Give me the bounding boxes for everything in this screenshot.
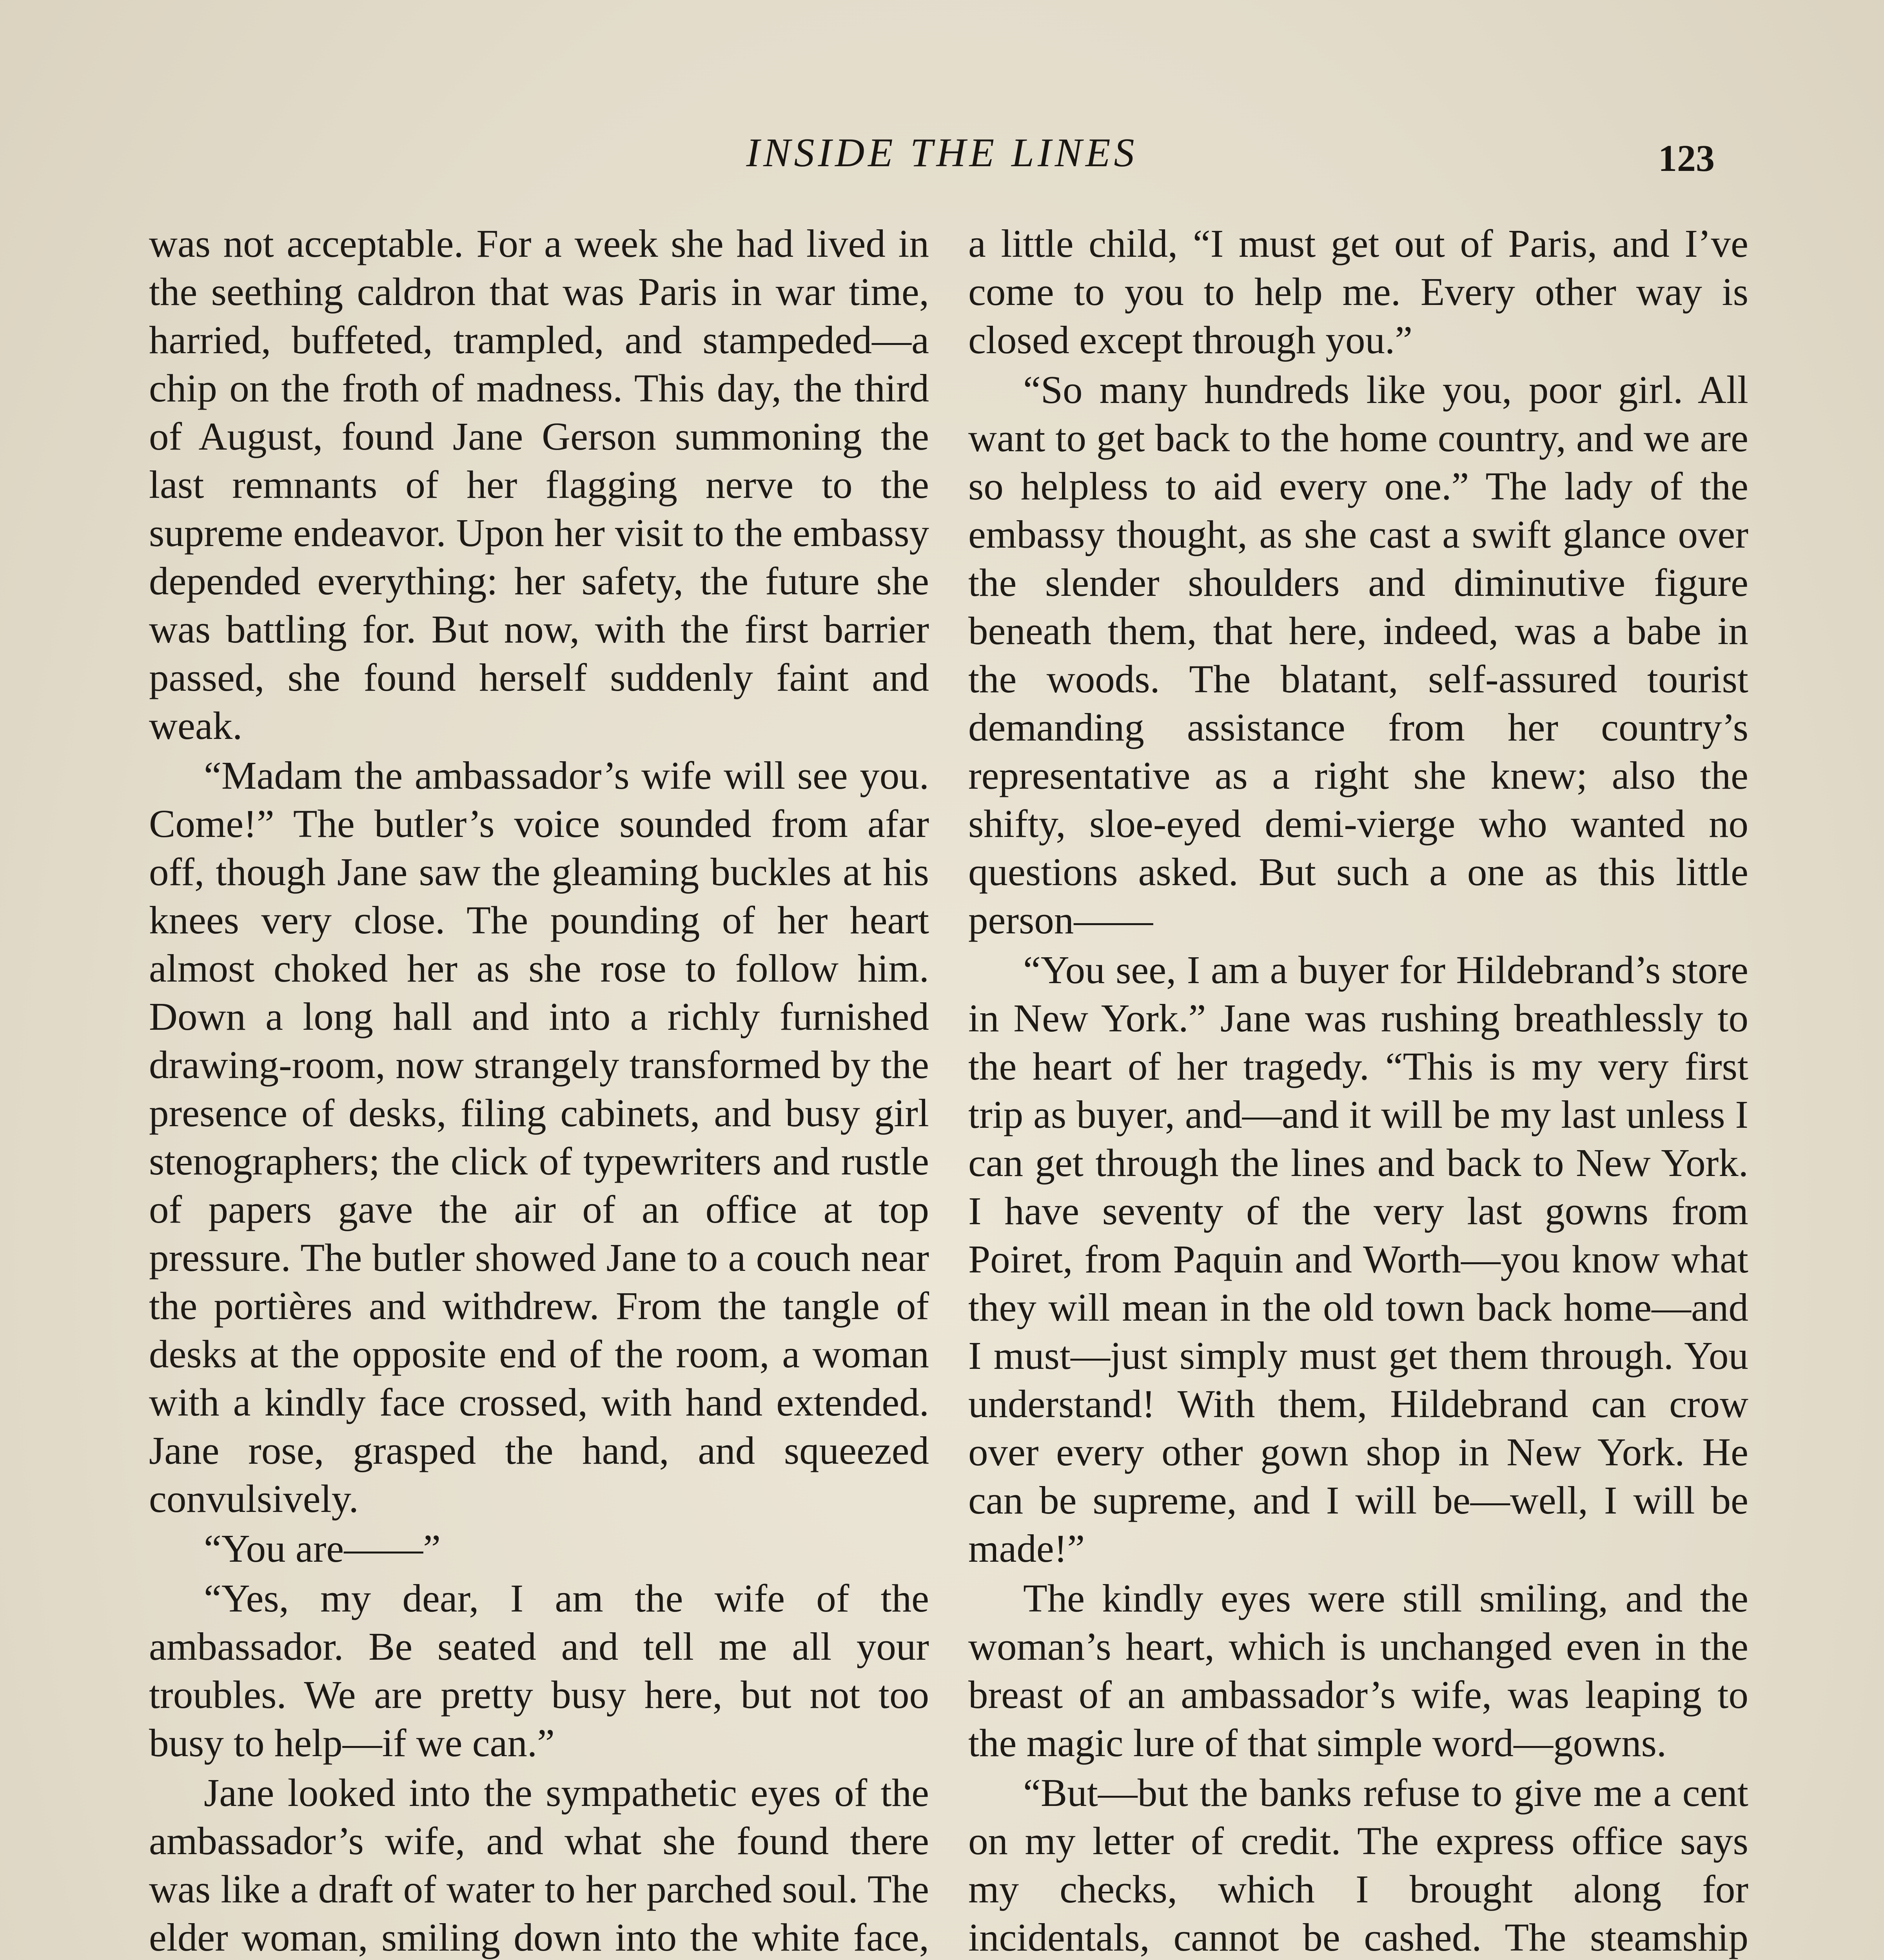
right-column — [968, 220, 1748, 1960]
paragraph: “Yes, my dear, I am the wife of the ambassador. Be seated and tell me all your troubles. We are pretty busy here, but not too busy to help—if we can.” — [149, 1576, 929, 1765]
paragraph: Jane looked into the sympathetic eyes of the ambassador’s wife, and what she found there was like a draft of water to her parched soul. The elder woman, smiling down into the white face, — [149, 1771, 929, 1959]
paragraph: “You see, I am a buyer for Hildebrand’s store in New York.” Jane was rushing breathlessly to the heart of her tragedy. “This is my very first trip as buyer, and—and it will be my last unless I can get through the lines and back to New York. I have seventy of the very last gowns from Poiret, from Paquin and Worth—you know what they will mean in the old town back home—and I must—just simply must get them through. You understand! With them, Hildebrand can crow over every other gown shop in New York. He can be supreme, and I will be—well, I will be made!” — [968, 948, 1748, 1570]
left-column — [149, 220, 929, 1960]
paragraph: a little child, “I must get out of Paris, and I’ve come to you to help me. Every other way is closed except through you.” — [968, 221, 1748, 362]
paragraph: was not acceptable. For a week she had lived in the seething caldron that was Paris in war time, harried, buffeted, trampled, and stampeded—a chip on the froth of madness. This day, the third of August, found Jane Gerson summoning the last remnants of her flagging nerve to the supreme endeavor. Upon her visit to the embassy depended everything: her safety, the future she was battling for. But now, with the first barrier passed, she found herself suddenly faint and weak. — [149, 221, 929, 748]
running-title: INSIDE THE LINES — [746, 130, 1138, 175]
paragraph: The kindly eyes were still smiling, and the woman’s heart, which is unchanged even in the breast of an ambassador’s wife, was leaping to the magic lure of that simple word—gowns. — [968, 1576, 1748, 1765]
page-number: 123 — [1658, 137, 1715, 179]
paragraph: “So many hundreds like you, poor girl. All want to get back to the home country, and we are so helpless to aid every one.” The lady of the embassy thought, as she cast a swift glance over the slender shoulders and diminutive figure beneath them, that here, indeed, was a babe in the woods. The blatant, self-assured tourist demanding assistance from her country’s representative as a right she knew; also the shifty, sloe-eyed demi-vierge who wanted no questions asked. But such a one as this little person—— — [968, 368, 1748, 942]
paragraph: “You are——” — [204, 1526, 441, 1570]
paragraph: “But—but the banks refuse to give me a cent on my letter of credit. The express office says my checks, which I brought along for incidentals, cannot be cashed. The steamship — [968, 1771, 1748, 1959]
paragraph: “Madam the ambassador’s wife will see you. Come!” The butler’s voice sounded from afar off, though Jane saw the gleaming buckles at his knees very close. The pounding of her heart almost choked her as she rose to follow him. Down a long hall and into a richly furnished drawing-room, now strangely transformed by the presence of desks, filing cabinets, and busy girl stenographers; the click of typewriters and rustle of papers gave the air of an office at top pressure. The butler showed Jane to a couch near the portières and withdrew. From the tangle of desks at the opposite end of the room, a woman with a kindly face crossed, with hand extended. Jane rose, grasped the hand, and squeezed convulsively. — [149, 753, 929, 1521]
